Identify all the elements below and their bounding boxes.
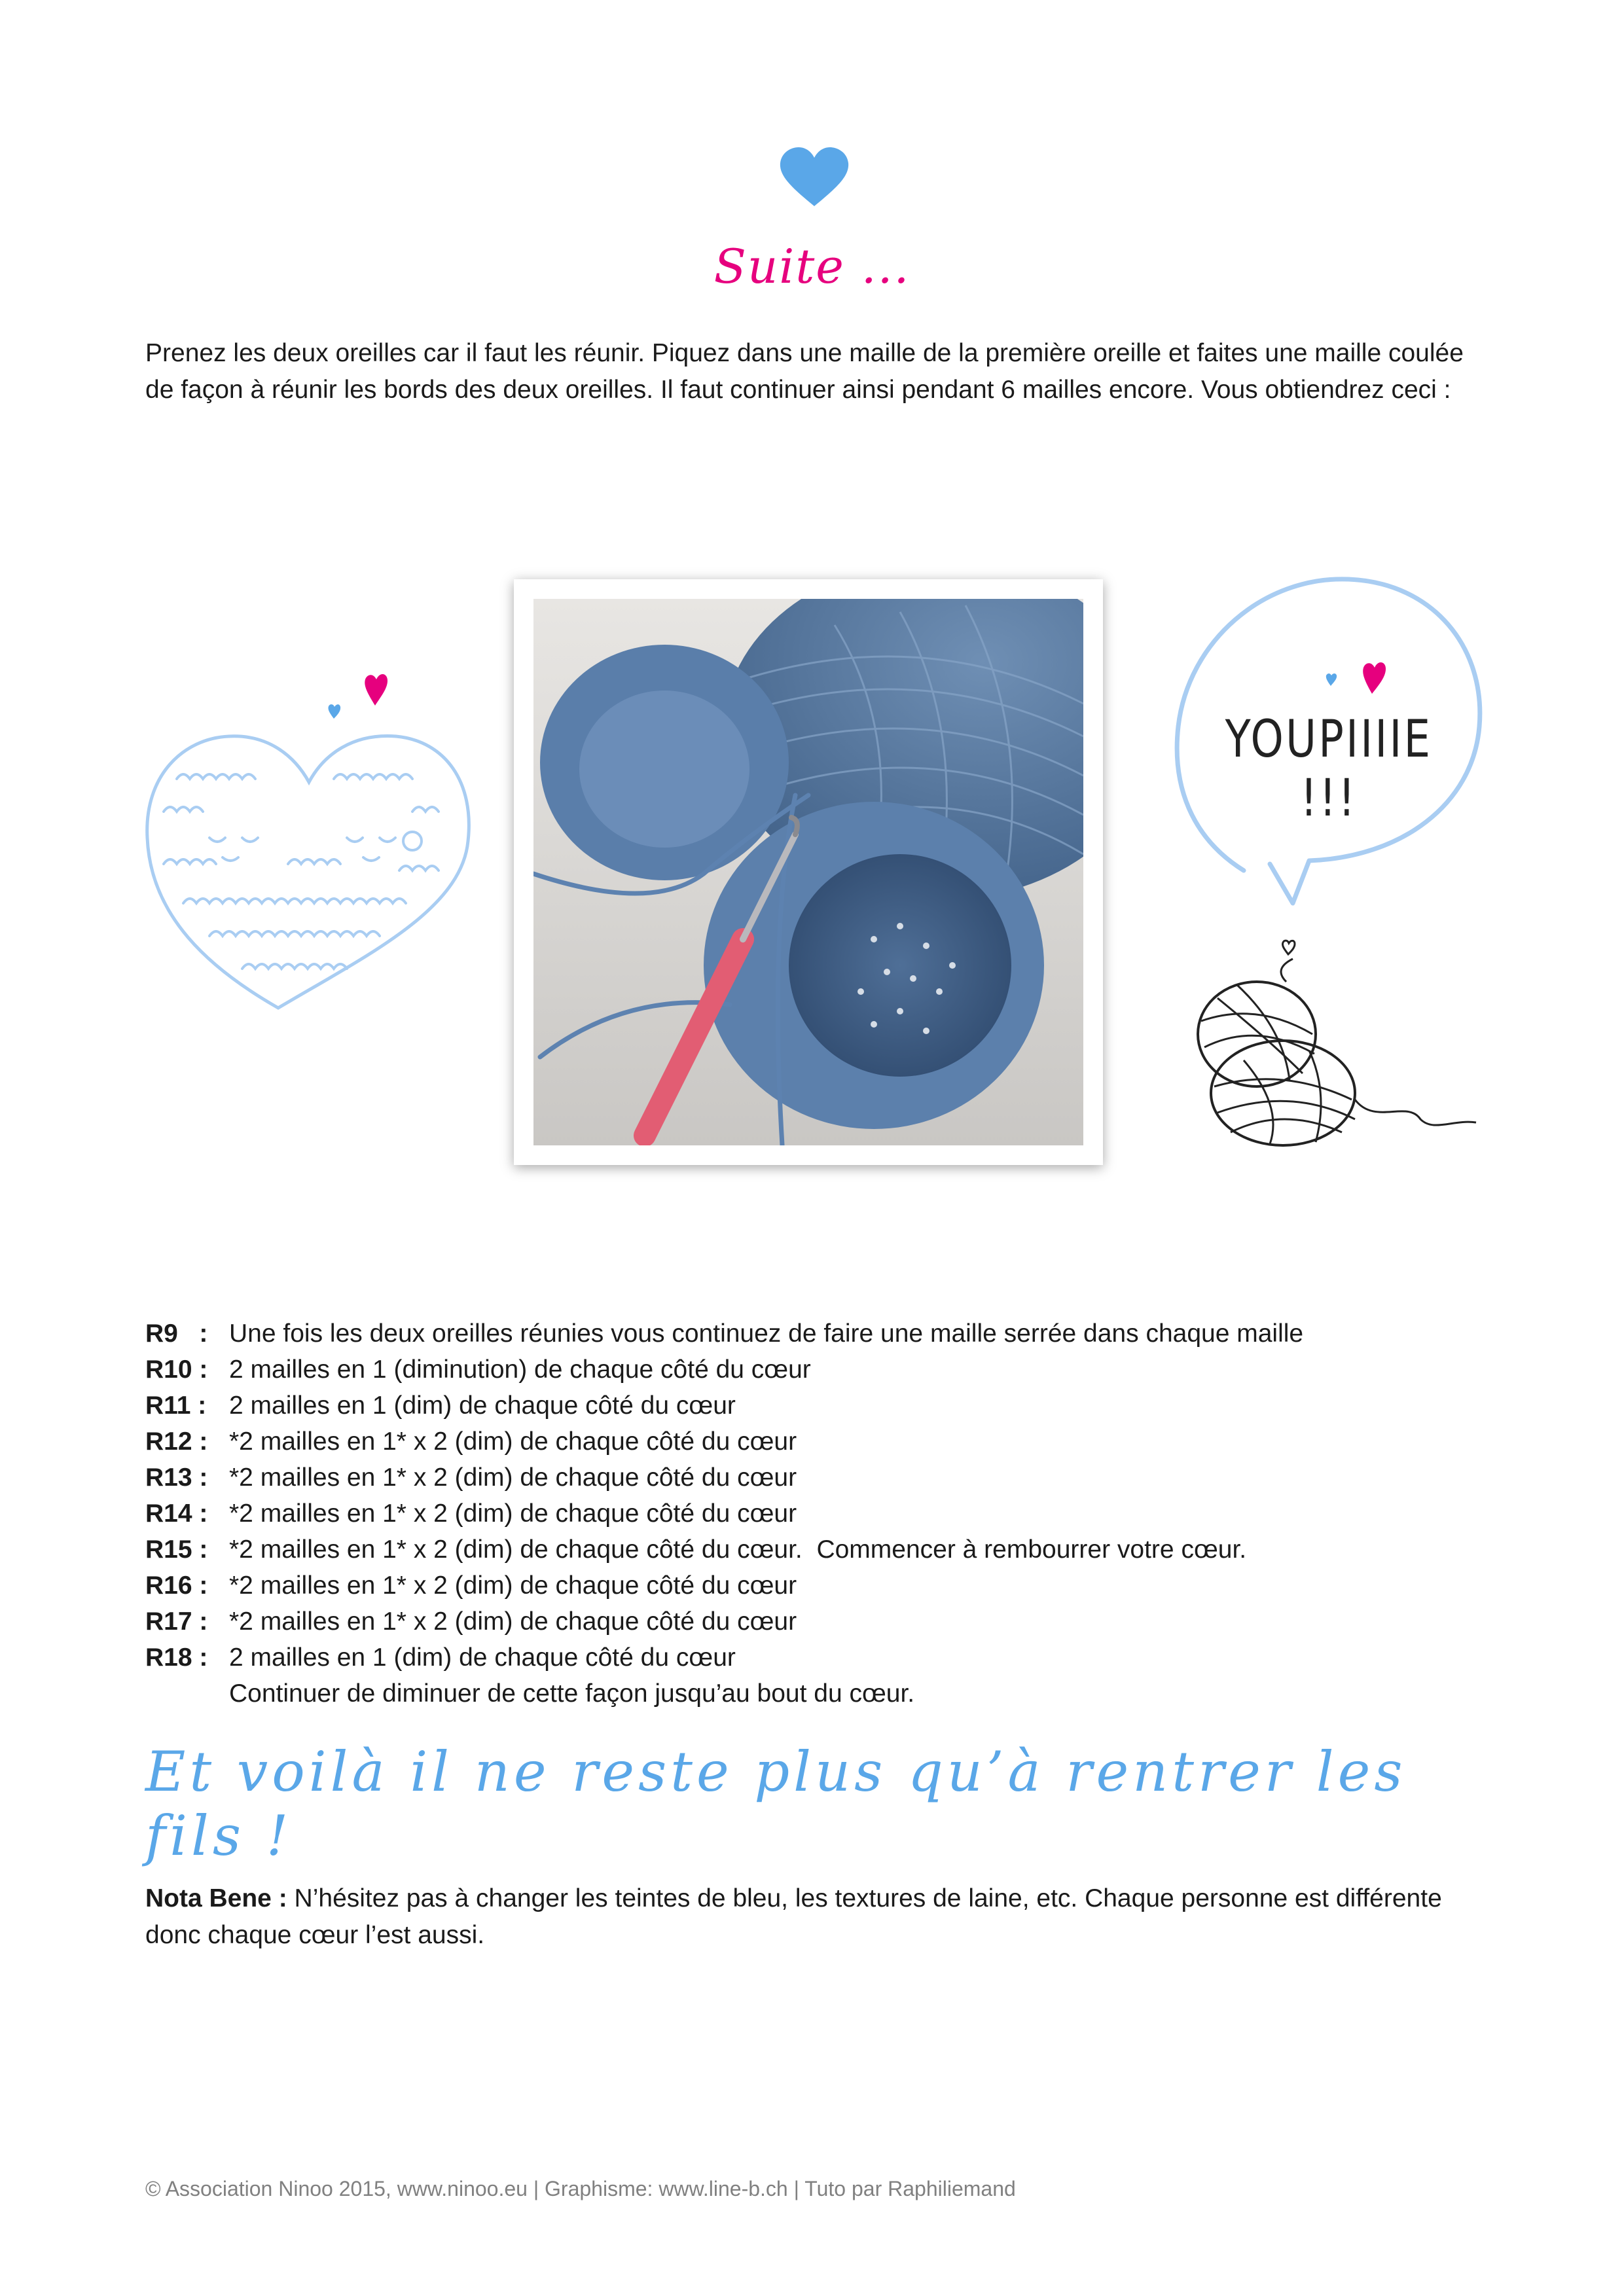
row-item	[145, 1496, 1520, 1532]
continue-text: Continuer de diminuer de cette façon jusqu’au bout du cœur.	[229, 1679, 915, 1708]
heart-icon	[779, 147, 850, 207]
photo-frame	[514, 579, 1103, 1165]
row-text: 2 mailles en 1 (diminution) de chaque côté du cœur	[229, 1355, 811, 1384]
footer: © Association Ninoo 2015, www.ninoo.eu | Graphisme: www.line-b.ch | Tuto par Raphiliemand	[145, 2177, 1016, 2200]
row-text: Une fois les deux oreilles réunies vous continuez de faire une maille serrée dans chaque maille	[229, 1319, 1304, 1348]
nota-label: Nota Bene :	[145, 1884, 287, 1912]
nota-bene	[145, 1880, 1494, 1954]
row-text: 2 mailles en 1 (dim) de chaque côté du cœur	[229, 1391, 736, 1420]
row-label: R14 :	[145, 1499, 208, 1528]
bubble-text: YOUPIIIIE !!!	[1225, 710, 1433, 828]
row-label: R15 :	[145, 1535, 208, 1564]
rows-list	[145, 1316, 1520, 1712]
row-label: R9 :	[145, 1319, 208, 1348]
row-item	[145, 1388, 1520, 1424]
yarn-ball-icon	[1191, 936, 1479, 1152]
row-text: *2 mailles en 1* x 2 (dim) de chaque côté du cœur	[229, 1427, 797, 1456]
heart-doodle-icon	[137, 641, 484, 1021]
row-item	[145, 1568, 1520, 1604]
page-title: Suite ...	[713, 239, 911, 294]
row-text: *2 mailles en 1* x 2 (dim) de chaque côté du cœur	[229, 1463, 797, 1492]
row-item	[145, 1640, 1520, 1676]
nota-text: N’hésitez pas à changer les teintes de bleu, les textures de laine, etc. Chaque personne est différente donc chaque cœur l’est aussi.	[145, 1884, 1442, 1949]
final-line: Et voilà il ne reste plus qu’à rentrer les fils !	[145, 1740, 1407, 1868]
intro-paragraph: Prenez les deux oreilles car il faut les réunir. Piquez dans une maille de la première oreille et faites une maille coulée de façon à réunir les bords des deux oreilles. Il faut continuer ainsi pendant 6 mailles encore. Vous obtiendrez ceci :	[145, 339, 1464, 404]
row-text: *2 mailles en 1* x 2 (dim) de chaque côté du cœur	[229, 1607, 797, 1636]
row-item	[145, 1424, 1520, 1460]
row-label: R10 :	[145, 1355, 208, 1384]
row-item	[145, 1532, 1520, 1568]
crochet-photo	[533, 599, 1083, 1145]
row-text: *2 mailles en 1* x 2 (dim) de chaque côté du cœur	[229, 1571, 797, 1600]
row-text: *2 mailles en 1* x 2 (dim) de chaque côté du cœur	[229, 1499, 797, 1528]
row-label: R12 :	[145, 1427, 208, 1456]
row-label: R13 :	[145, 1463, 208, 1492]
row-item	[145, 1316, 1520, 1352]
continue-line	[145, 1676, 1520, 1712]
row-item	[145, 1604, 1520, 1640]
row-label: R11 :	[145, 1391, 207, 1420]
row-label: R18 :	[145, 1643, 208, 1672]
row-text: 2 mailles en 1 (dim) de chaque côté du cœur	[229, 1643, 736, 1672]
row-text: *2 mailles en 1* x 2 (dim) de chaque côté du cœur. Commencer à rembourrer votre cœur.	[229, 1535, 1247, 1564]
row-label: R16 :	[145, 1571, 208, 1600]
row-item	[145, 1460, 1520, 1496]
row-item	[145, 1352, 1520, 1388]
row-label: R17 :	[145, 1607, 208, 1636]
